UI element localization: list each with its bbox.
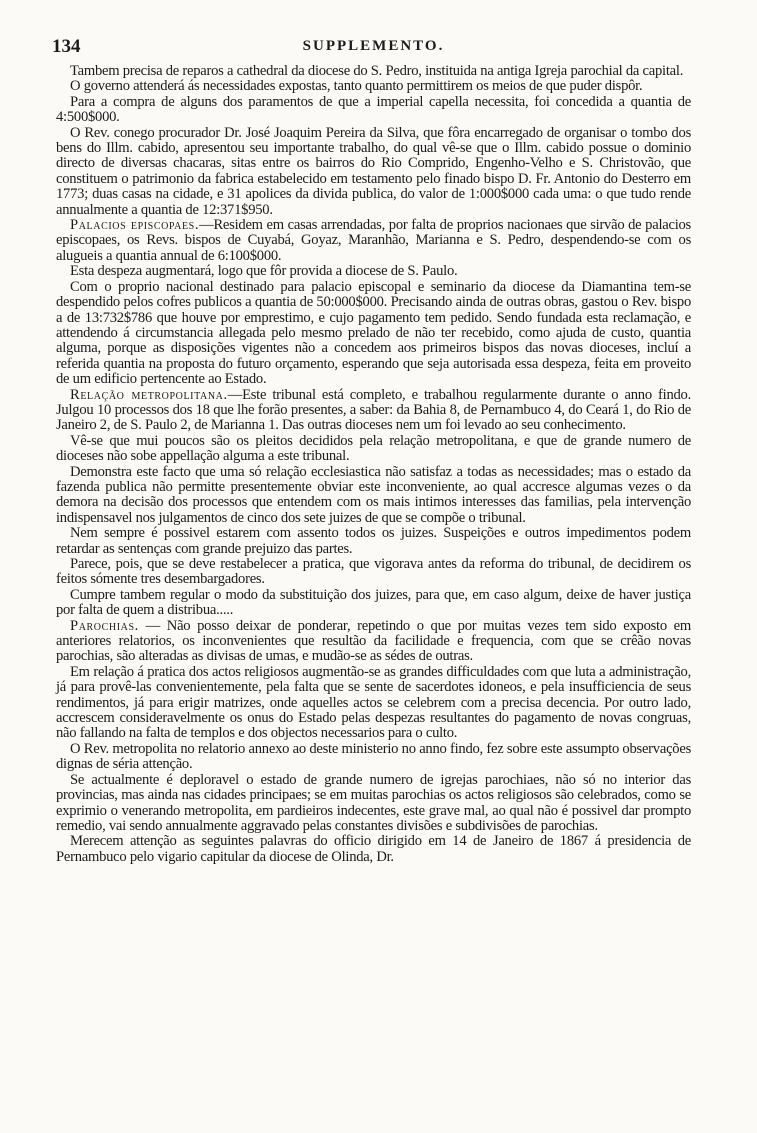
paragraph xyxy=(56,388,691,434)
paragraph xyxy=(56,95,691,126)
paragraph-text: Se actualmente é deploravel o estado de grande numero de igrejas parochiaes, não só no interior das provincias, mas ainda nas cidades principaes; se em muitas parochias os actos religiosos são celebrados, como se exprimio o venerando metropolita, em pardieiros indecentes, este grave mal, ao qual não é possivel dar prompto remedio, vai sendo annualmente aggravado pelas constantes divisões e subdivisões de parochias. xyxy=(56,771,691,834)
paragraph xyxy=(56,773,691,835)
paragraph xyxy=(56,665,691,742)
paragraph xyxy=(56,126,691,218)
paragraph xyxy=(56,218,691,264)
paragraph-text: Com o proprio nacional destinado para palacio episcopal e seminario da diocese da Diamantina tem-se despendido pelos cofres publicos a quantia de 50:000$000. Precisando ainda de outras obras, gastou o Rev. bispo a de 13:732$786 que houve por emprestimo, e cujo pagamento tem pedido. Sendo fundada esta reclamação, e attendendo á circumstancia allegada pelo mesmo prelado de não ter recebido, como ajuda de custo, quantia alguma, porque as disposições vigentes não a concedem aos primeiros bispos das novas dioceses, incluí a referida quantia na proposta do futuro orçamento, esperando que seja autorisada essa despeza, feita em proveito de um edificio pertencente ao Estado. xyxy=(56,278,691,388)
section-lead: Relação metropolitana. xyxy=(70,386,228,403)
section-lead: Parochias. xyxy=(70,617,139,634)
paragraph xyxy=(56,588,691,619)
paragraph-text: O Rev. metropolita no relatorio annexo ao deste ministerio no anno findo, fez sobre este assumpto observações dignas de séria attenção. xyxy=(56,740,691,773)
paragraph-text: O Rev. conego procurador Dr. José Joaquim Pereira da Silva, que fôra encarregado de organisar o tombo dos bens do Illm. cabido, apresentou seu importante trabalho, do qual vê-se que o Illm. cabido possue o dominio directo de diversas chacaras, sitas entre os bairros do Rio Comprido, Engenho-Velho e S. Christovão, que constituem o patrimonio da fabrica estabelecido em testamento pelo finado bispo D. Fr. Antonio do Desterro em 1773; duas casas na cidade, e 31 apolices da divida publica, do valor de 1:000$000 cada uma: o que tudo rende annualmente a quantia de 12:371$950. xyxy=(56,124,691,218)
paragraph xyxy=(56,79,691,94)
paragraph-text: — Não posso deixar de ponderar, repetindo o que por muitas vezes tem sido exposto em anteriores relatorios, os inconvenientes que resultão da facilidade e frequencia, com que se crêão novas parochias, são alteradas as divisas de umas, e mudão-se as sédes de outras. xyxy=(56,617,691,665)
paragraph xyxy=(56,465,691,527)
paragraph-text: Em relação á pratica dos actos religiosos augmentão-se as grandes difficuldades com que luta a administração, já para provê-las convenientemente, pela falta que se sente de sacerdotes idoneos, e pela insufficiencia de seus rendimentos, já para erigir matrizes, onde aquelles actos se celebrem com a precisa decencia. Por outro lado, accrescem consideravelmente os onus do Estado pelas despezas resultantes do pagamento de novas congruas, não fallando na falta de templos e dos objectos necessarios para o culto. xyxy=(56,663,691,742)
paragraph-text: —Residem em casas arrendadas, por falta de proprios nacionaes que sirvão de palacios episcopaes, os Revs. bispos de Cuyabá, Goyaz, Maranhão, Marianna e S. Pedro, despendendo-se com os alugueis a quantia annual de 6:100$000. xyxy=(56,217,691,264)
page-number: 134 xyxy=(52,36,81,57)
paragraph xyxy=(56,280,691,388)
paragraph-text: O governo attenderá ás necessidades expostas, tanto quanto permittirem os meios de que puder dispôr. xyxy=(70,78,643,95)
paragraph-text: Vê-se que mui poucos são os pleitos decididos pela relação metropolitana, e que de grande numero de dioceses não sobe appellação alguma a este tribunal. xyxy=(56,432,691,465)
paragraph-text: Parece, pois, que se deve restabelecer a pratica, que vigorava antes da reforma do tribunal, de decidirem os feitos sómente tres desembargadores. xyxy=(56,556,691,588)
body-text xyxy=(56,64,691,865)
paragraph xyxy=(56,526,691,557)
paragraph-text: —Este tribunal está completo, e trabalhou regularmente durante o anno findo. Julgou 10 processos dos 18 que lhe forão presentes, a saber: da Bahia 8, de Pernambuco 4, do Ceará 1, do Rio de Janeiro 2, de S. Paulo 2, de Marianna 1. Das outras dioceses nem um foi levado ao seu conhecimento. xyxy=(56,386,691,434)
paragraph xyxy=(56,434,691,465)
paragraph xyxy=(56,557,691,588)
paragraph-text: Tambem precisa de reparos a cathedral da diocese do S. Pedro, instituida na antiga Igreja parochial da capital. xyxy=(70,63,684,79)
paragraph xyxy=(56,264,691,279)
paragraph-text: Demonstra este facto que uma só relação ecclesiastica não satisfaz a todas as necessidades; mas o estado da fazenda publica não permitte presentemente obviar este inconveniente, ao qual accresce algumas vezes o da demora na decisão dos processos que entendem com os mais intimos interesses das familias, pela intervenção indispensavel nos julgamentos de cinco dos sete juizes de que se compõe o tribunal. xyxy=(56,463,691,526)
running-title: SUPPLEMENTO. xyxy=(302,38,445,54)
paragraph-text: Cumpre tambem regular o modo da substituição dos juizes, para que, em caso algum, deixe de haver justiça por falta de quem a distribua..... xyxy=(56,586,691,619)
paragraph xyxy=(56,834,691,865)
paragraph-text: Esta despeza augmentará, logo que fôr provida a diocese de S. Paulo. xyxy=(70,263,458,280)
paragraph xyxy=(56,742,691,773)
page-header xyxy=(52,36,691,58)
paragraph xyxy=(56,619,691,665)
section-lead: Palacios episcopaes. xyxy=(70,217,200,234)
paragraph-text: Merecem attenção as seguintes palavras do officio dirigido em 14 de Janeiro de 1867 á presidencia de Pernambuco pelo vigario capitular da diocese de Olinda, Dr. xyxy=(56,833,691,865)
paragraph-text: Nem sempre é possivel estarem com assento todos os juizes. Suspeições e outros impedimentos podem retardar as sentenças com grande prejuizo das partes. xyxy=(56,525,691,557)
paragraph-text: Para a compra de alguns dos paramentos de que a imperial capella necessita, foi concedida a quantia de 4:500$000. xyxy=(56,93,691,126)
paragraph xyxy=(56,64,691,79)
